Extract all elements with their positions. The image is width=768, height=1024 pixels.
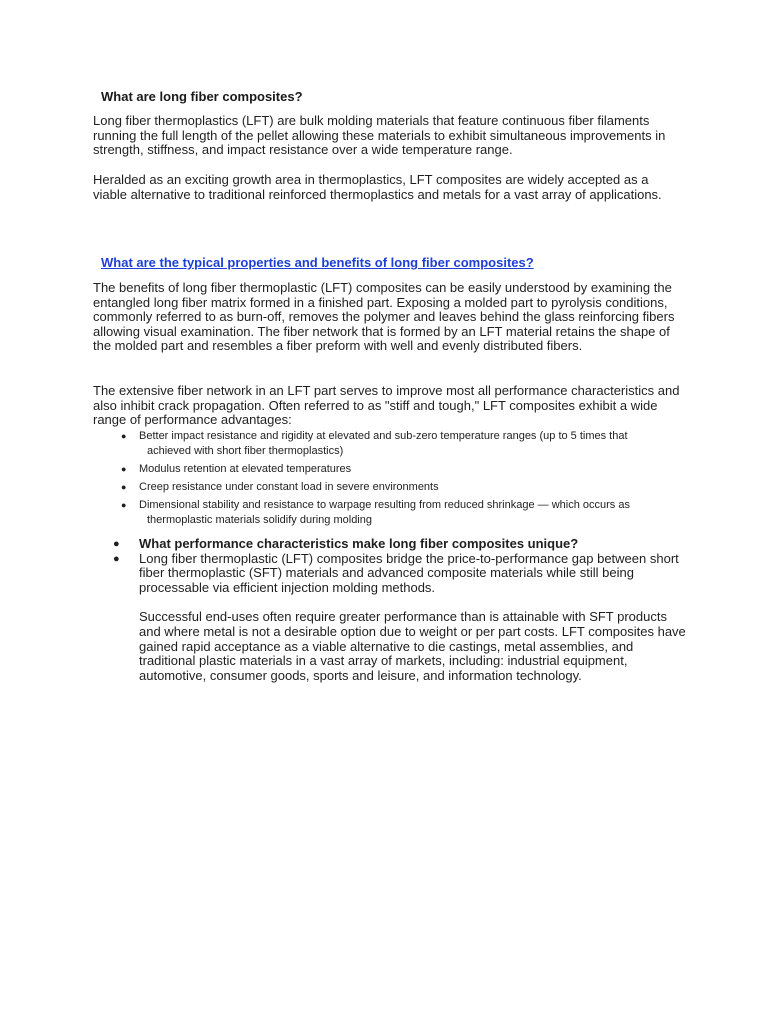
- performance-list: [113, 537, 688, 683]
- list-item: [121, 480, 681, 495]
- advantage-text-cont: thermoplastic materials solidify during molding: [147, 514, 372, 526]
- answer-paragraph-2: Successful end-uses often require greater performance than is attainable with SFT products and where metal is not a desirable option due to weight or per part costs. LFT composites have gained rapid acceptance as a viable alternative to die castings, metal assemblies, and traditional plastic materials in a vast array of markets, including: industrial equipment, automotive, consumer goods, sports and leisure, and information technology.: [139, 609, 686, 683]
- advantage-text: Better impact resistance and rigidity at elevated and sub-zero temperature ranges (up to 5 times that: [139, 430, 628, 442]
- answer-paragraph-1: Long fiber thermoplastic (LFT) composites bridge the price-to-performance gap between short fiber thermoplastic (SFT) materials and advanced composite materials while still being processable via efficient injection molding methods.: [139, 550, 679, 595]
- bullet-icon: ●: [121, 431, 127, 441]
- advantage-text-cont: achieved with short fiber thermoplastics): [147, 445, 344, 457]
- question-text: What performance characteristics make long fiber composites unique?: [139, 536, 579, 551]
- link-heading-properties-benefits[interactable]: What are the typical properties and benefits of long fiber composites?: [101, 255, 534, 270]
- list-item: [121, 429, 681, 459]
- bullet-icon: ●: [121, 464, 127, 474]
- paragraph-lft-definition: Long fiber thermoplastics (LFT) are bulk molding materials that feature continuous fiber filaments running the full length of the pellet allowing these materials to exhibit simultaneous improvements in strength, stiffness, and impact resistance over a wide temperature range.: [93, 113, 666, 158]
- list-item: [121, 462, 681, 477]
- bullet-icon: ●: [121, 482, 127, 492]
- advantage-text: Creep resistance under constant load in severe environments: [139, 481, 439, 493]
- advantage-text: Dimensional stability and resistance to warpage resulting from reduced shrinkage — which occurs as: [139, 499, 630, 511]
- list-item-question: [113, 537, 688, 552]
- paragraph-benefits: The benefits of long fiber thermoplastic (LFT) composites can be easily understood by examining the entangled long fiber matrix formed in a finished part. Exposing a molded part to pyrolysis conditions, commonly referred to as burn-off, removes the polymer and leaves behind the glass reinforcing fibers allowing visual examination. The fiber network that is formed by an LFT material retains the shape of the molded part and resembles a fiber preform with well and evenly distributed fibers.: [93, 280, 675, 354]
- heading-what-are-lfc: What are long fiber composites?: [101, 89, 303, 104]
- advantages-list: [121, 429, 681, 531]
- paragraph-fiber-network: The extensive fiber network in an LFT part serves to improve most all performance characteristics and also inhibit crack propagation. Often referred to as "stiff and tough," LFT composites exhibit a wide range of performance advantages:: [93, 383, 680, 428]
- list-item-answer: [113, 552, 688, 684]
- bullet-icon: ●: [121, 500, 127, 510]
- bullet-icon: ●: [113, 538, 120, 550]
- bullet-icon: ●: [113, 552, 120, 565]
- paragraph-growth-area: Heralded as an exciting growth area in thermoplastics, LFT composites are widely accepted as a viable alternative to traditional reinforced thermoplastics and metals for a vast array of applications.: [93, 172, 662, 202]
- list-item: [121, 498, 681, 528]
- advantage-text: Modulus retention at elevated temperatures: [139, 463, 352, 475]
